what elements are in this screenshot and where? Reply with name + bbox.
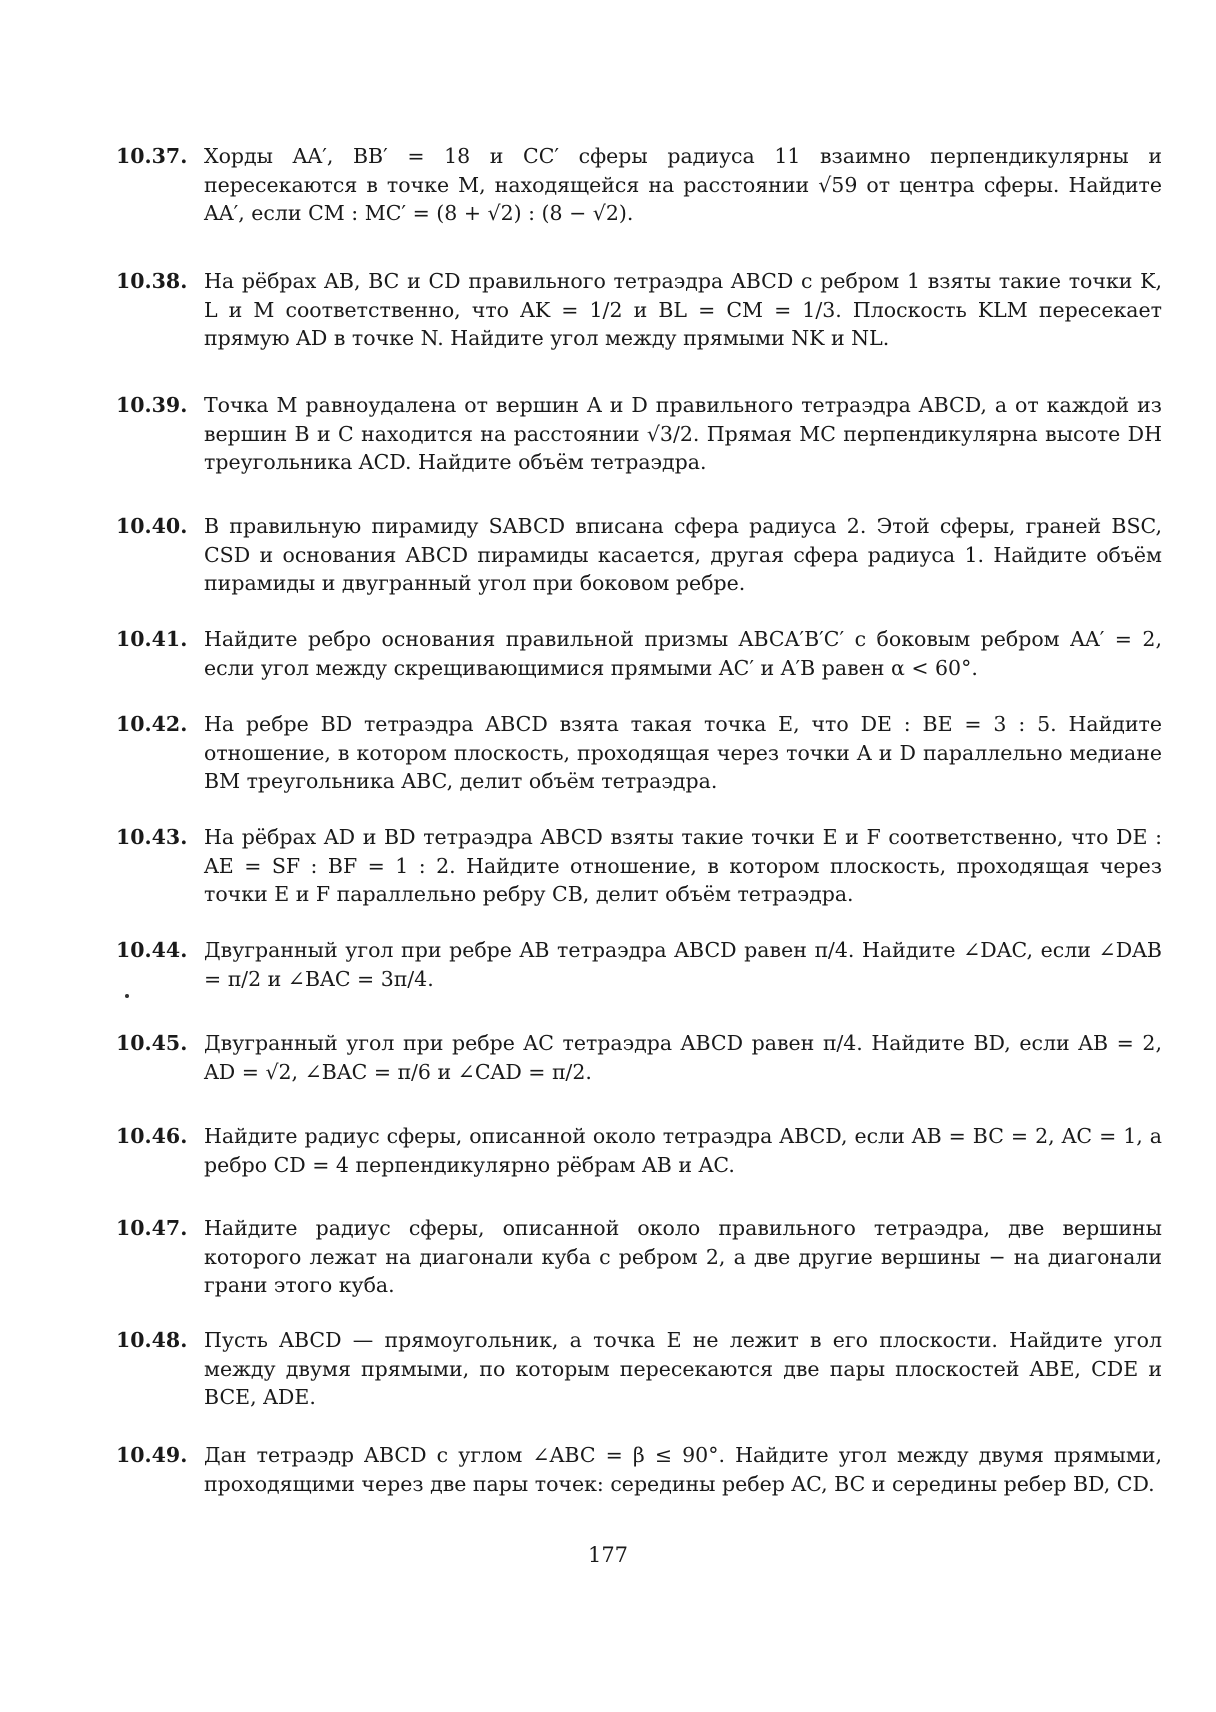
- problem-text: Пусть ABCD — прямоугольник, а точка E не лежит в его плоскости. Найдите угол между двумя прямыми, по которым пересекаются две пары плоскостей ABE, CDE и BCE, ADE.: [204, 1328, 1162, 1409]
- problem-text: Точка M равноудалена от вершин A и D правильного тетраэдра ABCD, а от каждой из вершин B и C находится на расстоянии √3/2. Прямая MC перпендикулярна высоте DH треугольника ACD. Найдите объём тетраэдра.: [204, 393, 1162, 474]
- problem-number: 10.46.: [116, 1124, 188, 1148]
- scan-speck: [125, 994, 129, 998]
- problem-number: 10.47.: [116, 1216, 188, 1240]
- page-number: 177: [587, 1543, 629, 1567]
- problem-text: Найдите радиус сферы, описанной около правильного тетраэдра, две вершины которого лежат на диагонали куба с ребром 2, а две другие вершины − на диагонали грани этого куба.: [204, 1216, 1162, 1297]
- problem-text: Найдите ребро основания правильной призмы ABCA′B′C′ с боковым ребром AA′ = 2, если угол между скрещивающимися прямыми AC′ и A′B равен α < 60°.: [204, 627, 1162, 680]
- problem-10-45: [116, 1029, 1162, 1086]
- problem-10-49: [116, 1441, 1162, 1498]
- problem-number: 10.49.: [116, 1443, 188, 1467]
- problem-text: Дан тетраэдр ABCD с углом ∠ABC = β ≤ 90°. Найдите угол между двумя прямыми, проходящими через две пары точек: середины ребер AC, BC и середины ребер BD, CD.: [204, 1443, 1162, 1496]
- problem-10-42: [116, 710, 1162, 796]
- problem-10-37: [116, 142, 1162, 228]
- problem-10-40: [116, 512, 1162, 598]
- problem-number: 10.45.: [116, 1031, 188, 1055]
- problem-number: 10.39.: [116, 393, 188, 417]
- problem-10-39: [116, 391, 1162, 477]
- problem-number: 10.43.: [116, 825, 188, 849]
- problem-10-41: [116, 625, 1162, 682]
- problem-text: Двугранный угол при ребре AB тетраэдра ABCD равен π/4. Найдите ∠DAC, если ∠DAB = π/2 и ∠BAC = 3π/4.: [204, 938, 1162, 991]
- problem-text: На ребре BD тетраэдра ABCD взята такая точка E, что DE : BE = 3 : 5. Найдите отношение, в котором плоскость, проходящая через точки A и D параллельно медиане BM треугольника ABC, делит объём тетраэдра.: [204, 712, 1162, 793]
- problem-text: Хорды AA′, BB′ = 18 и CC′ сферы радиуса 11 взаимно перпендикулярны и пересекаются в точке M, находящейся на расстоянии √59 от центра сферы. Найдите AA′, если CM : MC′ = (8 + √2) : (8 − √2).: [204, 144, 1162, 225]
- problem-number: 10.42.: [116, 712, 188, 736]
- problem-10-47: [116, 1214, 1162, 1300]
- problem-text: Двугранный угол при ребре AC тетраэдра ABCD равен π/4. Найдите BD, если AB = 2, AD = √2, ∠BAC = π/6 и ∠CAD = π/2.: [204, 1031, 1162, 1084]
- problem-10-46: [116, 1122, 1162, 1179]
- problem-number: 10.38.: [116, 269, 188, 293]
- problem-number: 10.44.: [116, 938, 188, 962]
- problem-number: 10.48.: [116, 1328, 188, 1352]
- problem-10-38: [116, 267, 1162, 353]
- problem-10-43: [116, 823, 1162, 909]
- problem-number: 10.40.: [116, 514, 188, 538]
- problem-10-48: [116, 1326, 1162, 1412]
- problem-number: 10.37.: [116, 144, 188, 168]
- problem-text: В правильную пирамиду SABCD вписана сфера радиуса 2. Этой сферы, граней BSC, CSD и основания ABCD пирамиды касается, другая сфера радиуса 1. Найдите объём пирамиды и двугранный угол при боковом ребре.: [204, 514, 1162, 595]
- problem-text: На рёбрах AB, BC и CD правильного тетраэдра ABCD с ребром 1 взяты такие точки K, L и M соответственно, что AK = 1/2 и BL = CM = 1/3. Плоскость KLM пересекает прямую AD в точке N. Найдите угол между прямыми NK и NL.: [204, 269, 1162, 350]
- problem-10-44: [116, 936, 1162, 993]
- problem-number: 10.41.: [116, 627, 188, 651]
- problem-text: На рёбрах AD и BD тетраэдра ABCD взяты такие точки E и F соответственно, что DE : AE = SF : BF = 1 : 2. Найдите отношение, в котором плоскость, проходящая через точки E и F параллельно ребру CB, делит объём тетраэдра.: [204, 825, 1162, 906]
- problem-text: Найдите радиус сферы, описанной около тетраэдра ABCD, если AB = BC = 2, AC = 1, а ребро CD = 4 перпендикулярно рёбрам AB и AC.: [204, 1124, 1162, 1177]
